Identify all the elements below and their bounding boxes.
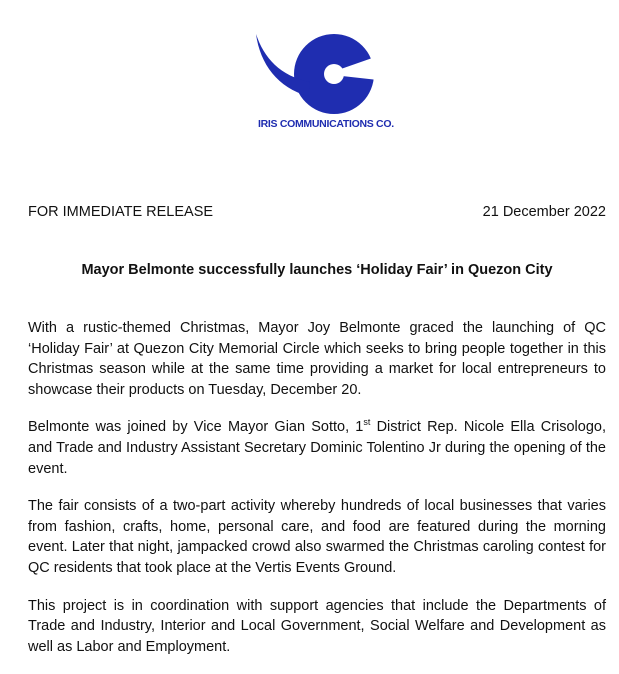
paragraph-3: The fair consists of a two-part activity whereby hundreds of local businesses that varies from fashion, crafts, home, personal care, and food are featured during the morning event. Later that night, jampacked crowd also swarmed the Christmas caroling contest for QC residents that took place at the Vertis Events Ground. [28, 498, 606, 576]
paragraph-2-end: District Rep. Nicole Ella Crisologo, and Trade and Industry Assistant Secretary Dominic Tolentino Jr during the opening of the event. [28, 419, 607, 477]
paragraph-4: This project is in coordination with support agencies that include the Departments of Trade and Industry, Interior and Local Government, Social Welfare and Development as well as Labor and Employment. [28, 597, 606, 655]
paragraph-2-start: Belmonte was joined by Vice Mayor Gian Sotto, 1 [28, 419, 364, 436]
company-name: IRIS COMMUNICATIONS CO. [258, 118, 394, 130]
paragraph-2 [28, 417, 606, 479]
release-meta [28, 204, 606, 224]
release-date: 21 December 2022 [482, 204, 606, 220]
company-logo [250, 30, 394, 134]
article-body [28, 318, 606, 674]
release-label: FOR IMMEDIATE RELEASE [28, 204, 214, 220]
paragraph-1: With a rustic-themed Christmas, Mayor Joy Belmonte graced the launching of QC ‘Holiday Fair’ at Quezon City Memorial Circle which seeks to bring people together in this Christmas season while at the same time providing a market for local entrepreneurs to showcase their products on Tuesday, December 20. [28, 320, 606, 398]
iris-swirl-logo-icon [250, 30, 390, 120]
headline: Mayor Belmonte successfully launches ‘Holiday Fair’ in Quezon City [81, 262, 553, 278]
ordinal-suffix: st [363, 417, 371, 428]
